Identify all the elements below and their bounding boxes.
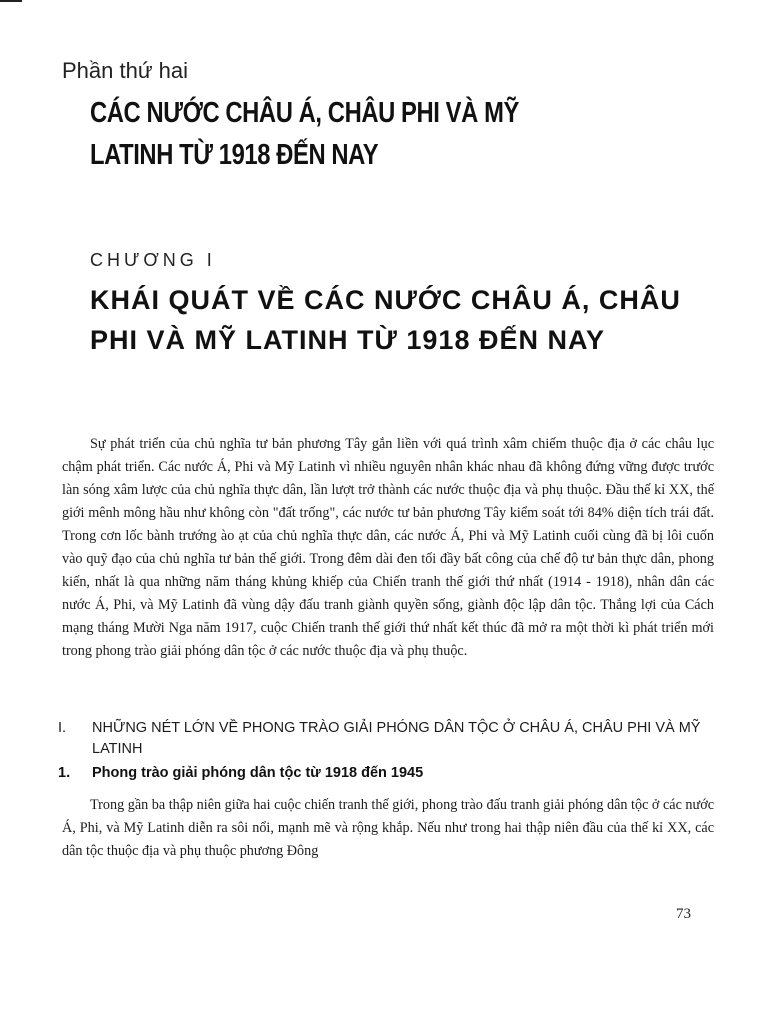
part-title: CÁC NƯỚC CHÂU Á, CHÂU PHI VÀ MỸ LATINH TỪ 1918 ĐẾN NAY [90, 97, 519, 171]
intro-paragraph: Sự phát triển của chủ nghĩa tư bản phương Tây gắn liền với quá trình xâm chiếm thuộc địa ở các châu lục chậm phát triển. Các nước Á, Phi và Mỹ Latinh vì nhiều nguyên nhân khác nhau đã không đứng vững được trước làn sóng xâm lược của chủ nghĩa thực dân, lần lượt trở thành các nước thuộc địa và phụ thuộc. Đầu thế kỉ XX, thế giới mênh mông hầu như không còn "đất trống", các nước tư bản phương Tây kiểm soát tới 84% diện tích trái đất. Trong cơn lốc bành trướng ào ạt của chủ nghĩa thực dân, các nước Á, Phi và Mỹ Latinh cuối cùng đã bị lôi cuốn vào quỹ đạo của chủ nghĩa tư bản thế giới. Trong đêm dài đen tối đầy bất công của chế độ tư bản thực dân, phong kiến, nhất là qua những năm tháng khủng khiếp của Chiến tranh thế giới thứ nhất (1914 - 1918), nhân dân các nước Á, Phi, và Mỹ Latinh đã vùng dậy đấu tranh giành quyền sống, giành độc lập dân tộc. Thắng lợi của Cách mạng tháng Mười Nga năm 1917, cuộc Chiến tranh thế giới thứ nhất kết thúc đã mở ra một thời kì phát triển mới trong phong trào giải phóng dân tộc ở các nước thuộc địa và phụ thuộc. [62, 436, 714, 659]
subsection-number: 1. [58, 765, 71, 781]
subsection-title: Phong trào giải phóng dân tộc từ 1918 đến 1945 [92, 765, 424, 781]
body-paragraph: Trong gần ba thập niên giữa hai cuộc chiến tranh thế giới, phong trào đấu tranh giải phóng dân tộc ở các nước Á, Phi, và Mỹ Latinh diễn ra sôi nổi, mạnh mẽ và rộng khắp. Nếu như trong hai thập niên đầu của thế kỉ XX, các dân tộc thuộc địa và phụ thuộc phương Đông [62, 797, 715, 859]
page-number: 73 [676, 906, 691, 922]
section-title: NHỮNG NÉT LỚN VỀ PHONG TRÀO GIẢI PHÓNG DÂN TỘC Ở CHÂU Á, CHÂU PHI VÀ MỸ LATINH [92, 720, 701, 757]
section-heading [58, 718, 718, 760]
part-label: Phần thứ hai [62, 58, 189, 83]
scan-corner-mark [0, 0, 22, 2]
section-number: I. [58, 720, 67, 736]
chapter-label: CHƯƠNG I [90, 250, 216, 270]
chapter-title: KHÁI QUÁT VỀ CÁC NƯỚC CHÂU Á, CHÂU PHI VÀ MỸ LATINH TỪ 1918 ĐẾN NAY [90, 285, 681, 355]
subsection-heading [58, 765, 718, 781]
